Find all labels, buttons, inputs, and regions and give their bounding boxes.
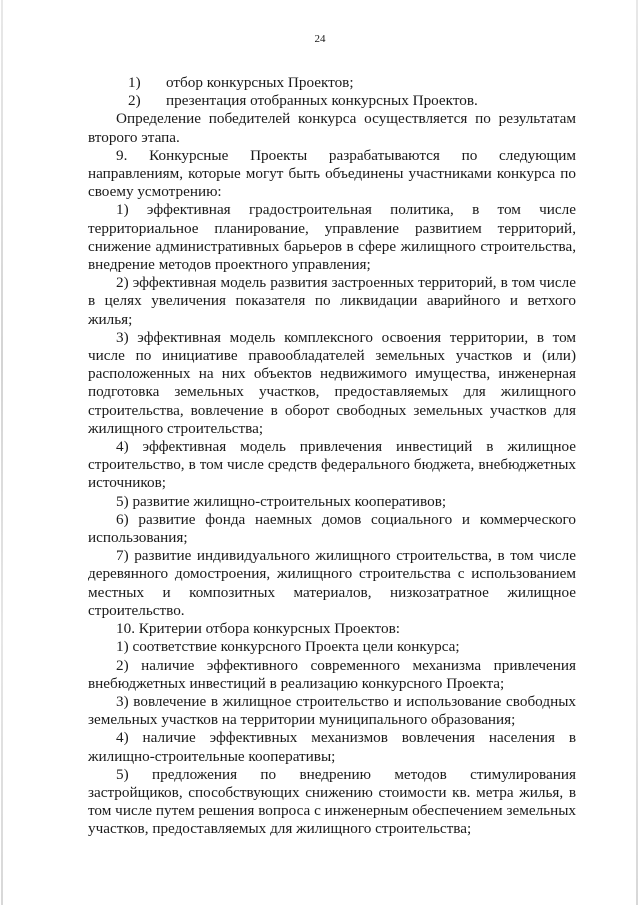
- paragraph-criterion-2: 2) наличие эффективного современного механизма привлечения внебюджетных инвестиций в реализацию конкурсного Проекта;: [88, 656, 576, 692]
- paragraph-criterion-5: 5) предложения по внедрению методов стимулирования застройщиков, способствующих снижению стоимости кв. метра жилья, в том числе путем решения вопроса с инженерным обеспечением земельных участков, предоставляемых для жилищного строительства;: [88, 765, 576, 838]
- paragraph-criterion-4: 4) наличие эффективных механизмов вовлечения населения в жилищно-строительные кооперативы;: [88, 729, 576, 765]
- paragraph-section-10: 10. Критерии отбора конкурсных Проектов:: [116, 620, 400, 638]
- paragraph-direction-5: 5) развитие жилищно-строительных кооперативов;: [116, 492, 447, 510]
- list-item: [88, 74, 576, 92]
- paragraph-direction-1: 1) эффективная градостроительная политика, в том числе территориальное планирование, управление развитием территорий, снижение административных барьеров в сфере жилищного строительства, внедрение методов проектного управления;: [88, 201, 576, 274]
- list-item-number: 2): [128, 92, 141, 110]
- paragraph-direction-6: 6) развитие фонда наемных домов социального и коммерческого использования;: [88, 510, 576, 547]
- paragraph-criterion-3: 3) вовлечение в жилищное строительство и использование свободных земельных участков на территории муниципального образования;: [88, 692, 576, 729]
- scan-edge-right: [636, 0, 638, 905]
- paragraph-direction-4: 4) эффективная модель привлечения инвестиций в жилищное строительство, в том числе средств федерального бюджета, внебюджетных источников;: [88, 438, 576, 492]
- paragraph-direction-7: 7) развитие индивидуального жилищного строительства, в том числе деревянного домостроения, жилищного строительства с использованием местных и композитных материалов, низкозатратное жилищное строительство.: [88, 547, 576, 619]
- page-number: 24: [314, 33, 326, 45]
- paragraph-winners: Определение победителей конкурса осуществляется по результатам второго этапа.: [88, 110, 576, 146]
- list-item: [88, 92, 576, 110]
- list-item-number: 1): [128, 74, 141, 91]
- paragraph-direction-3: 3) эффективная модель комплексного освоения территории, в том числе по инициативе правообладателей земельных участков и (или) расположенных на них объектов недвижимого имущества, инженерная подготовка земельных участков, предоставляемых для жилищного строительства, вовлечение в оборот свободных земельных участков для жилищного строительства;: [88, 328, 576, 437]
- list-item-text: отбор конкурсных Проектов;: [166, 74, 354, 91]
- paragraph-criterion-1: 1) соответствие конкурсного Проекта цели конкурса;: [116, 638, 460, 656]
- paragraph-direction-2: 2) эффективная модель развития застроенных территорий, в том числе в целях увеличения показателя по ликвидации аварийного и ветхого жилья;: [88, 274, 576, 328]
- list-item-text: презентация отобранных конкурсных Проектов.: [166, 92, 478, 110]
- paragraph-section-9: 9. Конкурсные Проекты разрабатываются по следующим направлениям, которые могут быть объединены участниками конкурса по своему усмотрению:: [88, 146, 576, 201]
- scan-edge-left: [1, 0, 3, 905]
- document-body: [88, 74, 576, 839]
